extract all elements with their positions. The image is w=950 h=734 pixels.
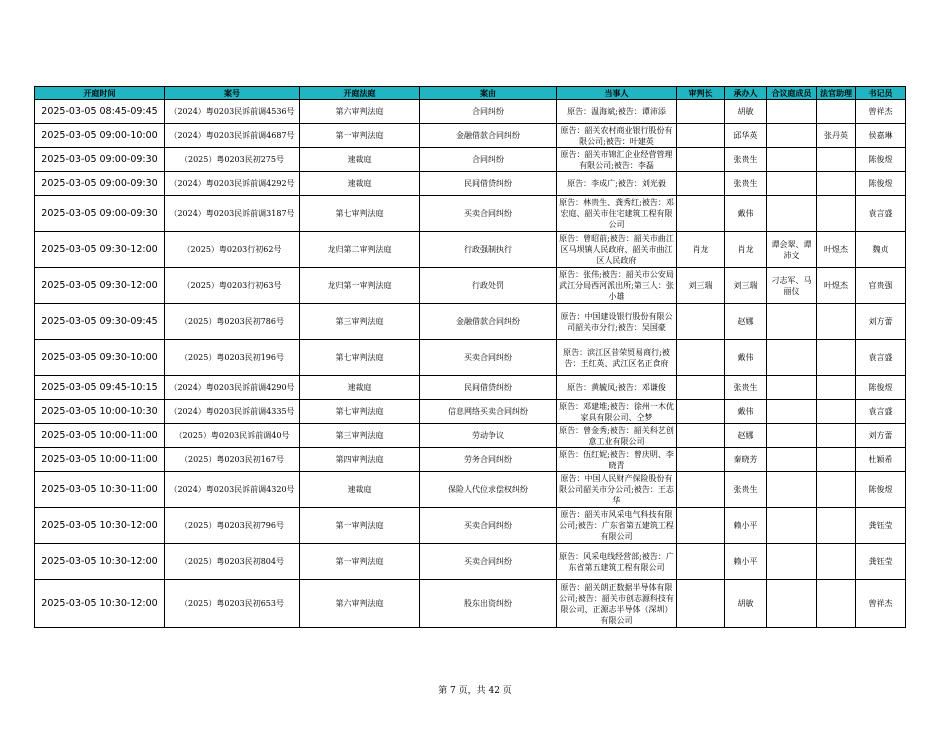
cell-handler: 戴伟 — [725, 196, 767, 232]
header-clerk: 书记员 — [856, 87, 906, 100]
cell-courtroom: 第三审判法庭 — [300, 424, 420, 448]
cell-judge-assistant — [817, 100, 856, 124]
cell-hearing-time: 2025-03-05 10:00-11:00 — [35, 424, 165, 448]
cell-panel — [767, 304, 817, 340]
cell-clerk: 曾祥杰 — [856, 580, 906, 628]
cell-panel — [767, 376, 817, 400]
cell-cause: 保险人代位求偿权纠纷 — [420, 472, 557, 508]
cell-cause: 金融借款合同纠纷 — [420, 124, 557, 148]
cell-handler: 张贵生 — [725, 172, 767, 196]
cell-courtroom: 第七审判法庭 — [300, 400, 420, 424]
cell-hearing-time: 2025-03-05 08:45-09:45 — [35, 100, 165, 124]
cell-case-number: （2024）粤0203民诉前调3187号 — [165, 196, 300, 232]
cell-case-number: （2025）粤0203行初62号 — [165, 232, 300, 268]
header-handler: 承办人 — [725, 87, 767, 100]
cell-hearing-time: 2025-03-05 09:00-09:30 — [35, 196, 165, 232]
cell-handler: 张贵生 — [725, 472, 767, 508]
cell-handler: 赖小平 — [725, 544, 767, 580]
cell-clerk: 陈俊煜 — [856, 472, 906, 508]
cell-judge-assistant — [817, 544, 856, 580]
cell-parties: 原告：黄毓凤;被告：邓谦俊 — [557, 376, 677, 400]
cell-handler: 张贵生 — [725, 148, 767, 172]
cell-courtroom: 第一审判法庭 — [300, 124, 420, 148]
cell-parties: 原告：曾昭前;被告：韶关市曲江区马坝镇人民政府、韶关市曲江区人民政府 — [557, 232, 677, 268]
cell-panel — [767, 544, 817, 580]
cell-cause: 民间借贷纠纷 — [420, 172, 557, 196]
cell-panel — [767, 172, 817, 196]
cell-cause: 行政强制执行 — [420, 232, 557, 268]
cell-parties: 原告：风采电线经营部;被告：广东省第五建筑工程有限公司 — [557, 544, 677, 580]
cell-clerk: 曾祥杰 — [856, 100, 906, 124]
cell-hearing-time: 2025-03-05 10:30-12:00 — [35, 580, 165, 628]
cell-courtroom: 速裁庭 — [300, 472, 420, 508]
table-row — [35, 124, 906, 148]
cell-judge-assistant — [817, 196, 856, 232]
cell-parties: 原告：林贵生、龚秀红;被告：邓宏庭、韶关市住宅建筑工程有限公司 — [557, 196, 677, 232]
cell-case-number: （2024）粤0203民诉前调4290号 — [165, 376, 300, 400]
cell-chief-judge — [677, 172, 725, 196]
cell-judge-assistant — [817, 508, 856, 544]
cell-cause: 买卖合同纠纷 — [420, 508, 557, 544]
cell-courtroom: 第六审判法庭 — [300, 580, 420, 628]
cell-panel — [767, 124, 817, 148]
cell-panel — [767, 448, 817, 472]
cell-chief-judge — [677, 376, 725, 400]
cell-panel — [767, 148, 817, 172]
cell-handler: 肖龙 — [725, 232, 767, 268]
cell-cause: 劳务合同纠纷 — [420, 448, 557, 472]
cell-judge-assistant — [817, 340, 856, 376]
cell-clerk: 袁言盛 — [856, 400, 906, 424]
cell-clerk: 刘方蕾 — [856, 304, 906, 340]
cell-case-number: （2024）粤0203民诉前调4335号 — [165, 400, 300, 424]
cell-judge-assistant — [817, 172, 856, 196]
cell-clerk: 袁言盛 — [856, 340, 906, 376]
cell-chief-judge: 刘三瑞 — [677, 268, 725, 304]
cell-courtroom: 速裁庭 — [300, 148, 420, 172]
cell-courtroom: 龙归第二审判法庭 — [300, 232, 420, 268]
cell-courtroom: 第四审判法庭 — [300, 448, 420, 472]
cell-handler: 赵娜 — [725, 424, 767, 448]
cell-courtroom: 速裁庭 — [300, 172, 420, 196]
cell-panel: 谭会翠、谭沛文 — [767, 232, 817, 268]
cell-hearing-time: 2025-03-05 09:00-09:30 — [35, 172, 165, 196]
cell-chief-judge — [677, 400, 725, 424]
cell-panel — [767, 508, 817, 544]
cell-handler: 赵娜 — [725, 304, 767, 340]
table-row — [35, 448, 906, 472]
header-judge-assistant: 法官助理 — [817, 87, 856, 100]
cell-parties: 原告：李成广;被告：刘光毅 — [557, 172, 677, 196]
cell-handler: 赖小平 — [725, 508, 767, 544]
cell-judge-assistant — [817, 148, 856, 172]
cell-hearing-time: 2025-03-05 10:00-11:00 — [35, 448, 165, 472]
cell-panel — [767, 472, 817, 508]
table-row — [35, 340, 906, 376]
cell-parties: 原告：韶关农村商业银行股份有限公司;被告：叶建英 — [557, 124, 677, 148]
cell-hearing-time: 2025-03-05 09:00-09:30 — [35, 148, 165, 172]
cell-courtroom: 第七审判法庭 — [300, 196, 420, 232]
cell-chief-judge — [677, 580, 725, 628]
cell-parties: 原告：韶关市锦汇企业经营管理有限公司;被告：李磊 — [557, 148, 677, 172]
cell-courtroom: 第一审判法庭 — [300, 508, 420, 544]
cell-judge-assistant — [817, 304, 856, 340]
cell-judge-assistant — [817, 424, 856, 448]
table-row — [35, 376, 906, 400]
table-row — [35, 172, 906, 196]
cell-judge-assistant — [817, 448, 856, 472]
cell-parties: 原告：温海斌;被告：谭沛添 — [557, 100, 677, 124]
table-row — [35, 232, 906, 268]
table-row — [35, 472, 906, 508]
cell-handler: 张贵生 — [725, 376, 767, 400]
cell-cause: 股东出资纠纷 — [420, 580, 557, 628]
cell-parties: 原告：韶关市风采电气科技有限公司;被告：广东省第五建筑工程有限公司 — [557, 508, 677, 544]
cell-chief-judge — [677, 448, 725, 472]
cell-case-number: （2025）粤0203民初275号 — [165, 148, 300, 172]
cell-hearing-time: 2025-03-05 09:45-10:15 — [35, 376, 165, 400]
cell-hearing-time: 2025-03-05 10:00-10:30 — [35, 400, 165, 424]
cell-chief-judge — [677, 124, 725, 148]
table-row — [35, 508, 906, 544]
cell-judge-assistant: 叶煜杰 — [817, 268, 856, 304]
cell-panel — [767, 400, 817, 424]
cell-judge-assistant — [817, 400, 856, 424]
cell-parties: 原告：滨江区昔荣贸易商行;被告：王红英、武江区名正食府 — [557, 340, 677, 376]
cell-chief-judge — [677, 148, 725, 172]
cell-cause: 行政处罚 — [420, 268, 557, 304]
cell-panel — [767, 424, 817, 448]
cell-handler: 邱华英 — [725, 124, 767, 148]
table-row — [35, 424, 906, 448]
cell-parties: 原告：伍红妮;被告：曾庆明、李晓青 — [557, 448, 677, 472]
cell-chief-judge — [677, 100, 725, 124]
cell-case-number: （2024）粤0203民诉前调4292号 — [165, 172, 300, 196]
cell-courtroom: 速裁庭 — [300, 376, 420, 400]
cell-courtroom: 第六审判法庭 — [300, 100, 420, 124]
cell-chief-judge — [677, 544, 725, 580]
cell-case-number: （2024）粤0203民诉前调4320号 — [165, 472, 300, 508]
cell-parties: 原告：中国人民财产保险股份有限公司韶关市分公司;被告：王志华 — [557, 472, 677, 508]
cell-case-number: （2025）粤0203民初804号 — [165, 544, 300, 580]
cell-hearing-time: 2025-03-05 10:30-12:00 — [35, 544, 165, 580]
cell-panel — [767, 100, 817, 124]
cell-case-number: （2024）粤0203民诉前调4687号 — [165, 124, 300, 148]
cell-cause: 劳动争议 — [420, 424, 557, 448]
cell-hearing-time: 2025-03-05 10:30-11:00 — [35, 472, 165, 508]
cell-cause: 金融借款合同纠纷 — [420, 304, 557, 340]
hearing-schedule-table — [34, 86, 906, 628]
cell-clerk: 刘方蕾 — [856, 424, 906, 448]
header-case-number: 案号 — [165, 87, 300, 100]
cell-hearing-time: 2025-03-05 09:30-10:00 — [35, 340, 165, 376]
cell-hearing-time: 2025-03-05 09:30-12:00 — [35, 268, 165, 304]
cell-clerk: 官贵强 — [856, 268, 906, 304]
cell-hearing-time: 2025-03-05 10:30-12:00 — [35, 508, 165, 544]
cell-cause: 合同纠纷 — [420, 100, 557, 124]
table-row — [35, 304, 906, 340]
cell-hearing-time: 2025-03-05 09:30-12:00 — [35, 232, 165, 268]
cell-hearing-time: 2025-03-05 09:00-10:00 — [35, 124, 165, 148]
cell-courtroom: 第一审判法庭 — [300, 544, 420, 580]
cell-case-number: （2025）粤0203民诉前调40号 — [165, 424, 300, 448]
cell-handler: 秦晓芳 — [725, 448, 767, 472]
page-footer: 第 7 页，共 42 页 — [438, 686, 512, 696]
cell-clerk: 魏贞 — [856, 232, 906, 268]
cell-clerk: 陈俊煜 — [856, 148, 906, 172]
cell-parties: 原告：韶关朗正数据半导体有限公司;被告：韶关市创志源科技有限公司、正源志半导体（深圳）有限公司 — [557, 580, 677, 628]
cell-chief-judge — [677, 472, 725, 508]
cell-clerk: 袁言盛 — [856, 196, 906, 232]
table-row — [35, 580, 906, 628]
cell-panel — [767, 580, 817, 628]
cell-chief-judge: 肖龙 — [677, 232, 725, 268]
cell-chief-judge — [677, 508, 725, 544]
cell-parties: 原告：张伟;被告：韶关市公安局武江分局西河派出所;第三人：张小雄 — [557, 268, 677, 304]
cell-case-number: （2025）粤0203民初196号 — [165, 340, 300, 376]
cell-cause: 买卖合同纠纷 — [420, 196, 557, 232]
cell-chief-judge — [677, 304, 725, 340]
header-chief-judge: 审判长 — [677, 87, 725, 100]
cell-courtroom: 第三审判法庭 — [300, 304, 420, 340]
cell-panel: 刁志军、马丽仪 — [767, 268, 817, 304]
cell-panel — [767, 196, 817, 232]
cell-cause: 买卖合同纠纷 — [420, 544, 557, 580]
table-row — [35, 196, 906, 232]
cell-clerk: 陈俊煜 — [856, 376, 906, 400]
table-row — [35, 400, 906, 424]
cell-parties: 原告：中国建设银行股份有限公司韶关市分行;被告：吴国豪 — [557, 304, 677, 340]
header-panel: 合议庭成员 — [767, 87, 817, 100]
header-parties: 当事人 — [557, 87, 677, 100]
cell-case-number: （2025）粤0203民初653号 — [165, 580, 300, 628]
cell-handler: 胡敏 — [725, 100, 767, 124]
table-row — [35, 100, 906, 124]
table-row — [35, 544, 906, 580]
cell-chief-judge — [677, 340, 725, 376]
cell-case-number: （2025）粤0203民初167号 — [165, 448, 300, 472]
cell-parties: 原告：曾金秀;被告：韶关科艺创意工业有限公司 — [557, 424, 677, 448]
cell-case-number: （2024）粤0203民诉前调4536号 — [165, 100, 300, 124]
cell-handler: 戴伟 — [725, 340, 767, 376]
cell-chief-judge — [677, 196, 725, 232]
cell-clerk: 陈俊煜 — [856, 172, 906, 196]
header-hearing-time: 开庭时间 — [35, 87, 165, 100]
cell-judge-assistant — [817, 472, 856, 508]
cell-cause: 合同纠纷 — [420, 148, 557, 172]
cell-judge-assistant: 叶煜杰 — [817, 232, 856, 268]
cell-judge-assistant — [817, 376, 856, 400]
cell-courtroom: 龙归第一审判法庭 — [300, 268, 420, 304]
table-row — [35, 268, 906, 304]
cell-clerk: 龚钰莹 — [856, 508, 906, 544]
table-row — [35, 148, 906, 172]
cell-cause: 买卖合同纠纷 — [420, 340, 557, 376]
cell-panel — [767, 340, 817, 376]
table-body — [35, 100, 906, 628]
cell-chief-judge — [677, 424, 725, 448]
cell-courtroom: 第七审判法庭 — [300, 340, 420, 376]
cell-case-number: （2025）粤0203民初796号 — [165, 508, 300, 544]
cell-parties: 原告：邓建堆;被告：徐州一木优家具有限公司、仝梦 — [557, 400, 677, 424]
cell-judge-assistant: 张丹英 — [817, 124, 856, 148]
header-courtroom: 开庭法庭 — [300, 87, 420, 100]
cell-clerk: 杜颖希 — [856, 448, 906, 472]
cell-clerk: 侯嘉琳 — [856, 124, 906, 148]
cell-case-number: （2025）粤0203民初786号 — [165, 304, 300, 340]
cell-case-number: （2025）粤0203行初63号 — [165, 268, 300, 304]
cell-hearing-time: 2025-03-05 09:30-09:45 — [35, 304, 165, 340]
cell-clerk: 龚钰莹 — [856, 544, 906, 580]
cell-cause: 信息网络买卖合同纠纷 — [420, 400, 557, 424]
cell-judge-assistant — [817, 580, 856, 628]
cell-handler: 胡敏 — [725, 580, 767, 628]
table-header-row — [35, 87, 906, 100]
header-cause: 案由 — [420, 87, 557, 100]
cell-handler: 刘三瑞 — [725, 268, 767, 304]
cell-cause: 民间借贷纠纷 — [420, 376, 557, 400]
cell-handler: 戴伟 — [725, 400, 767, 424]
